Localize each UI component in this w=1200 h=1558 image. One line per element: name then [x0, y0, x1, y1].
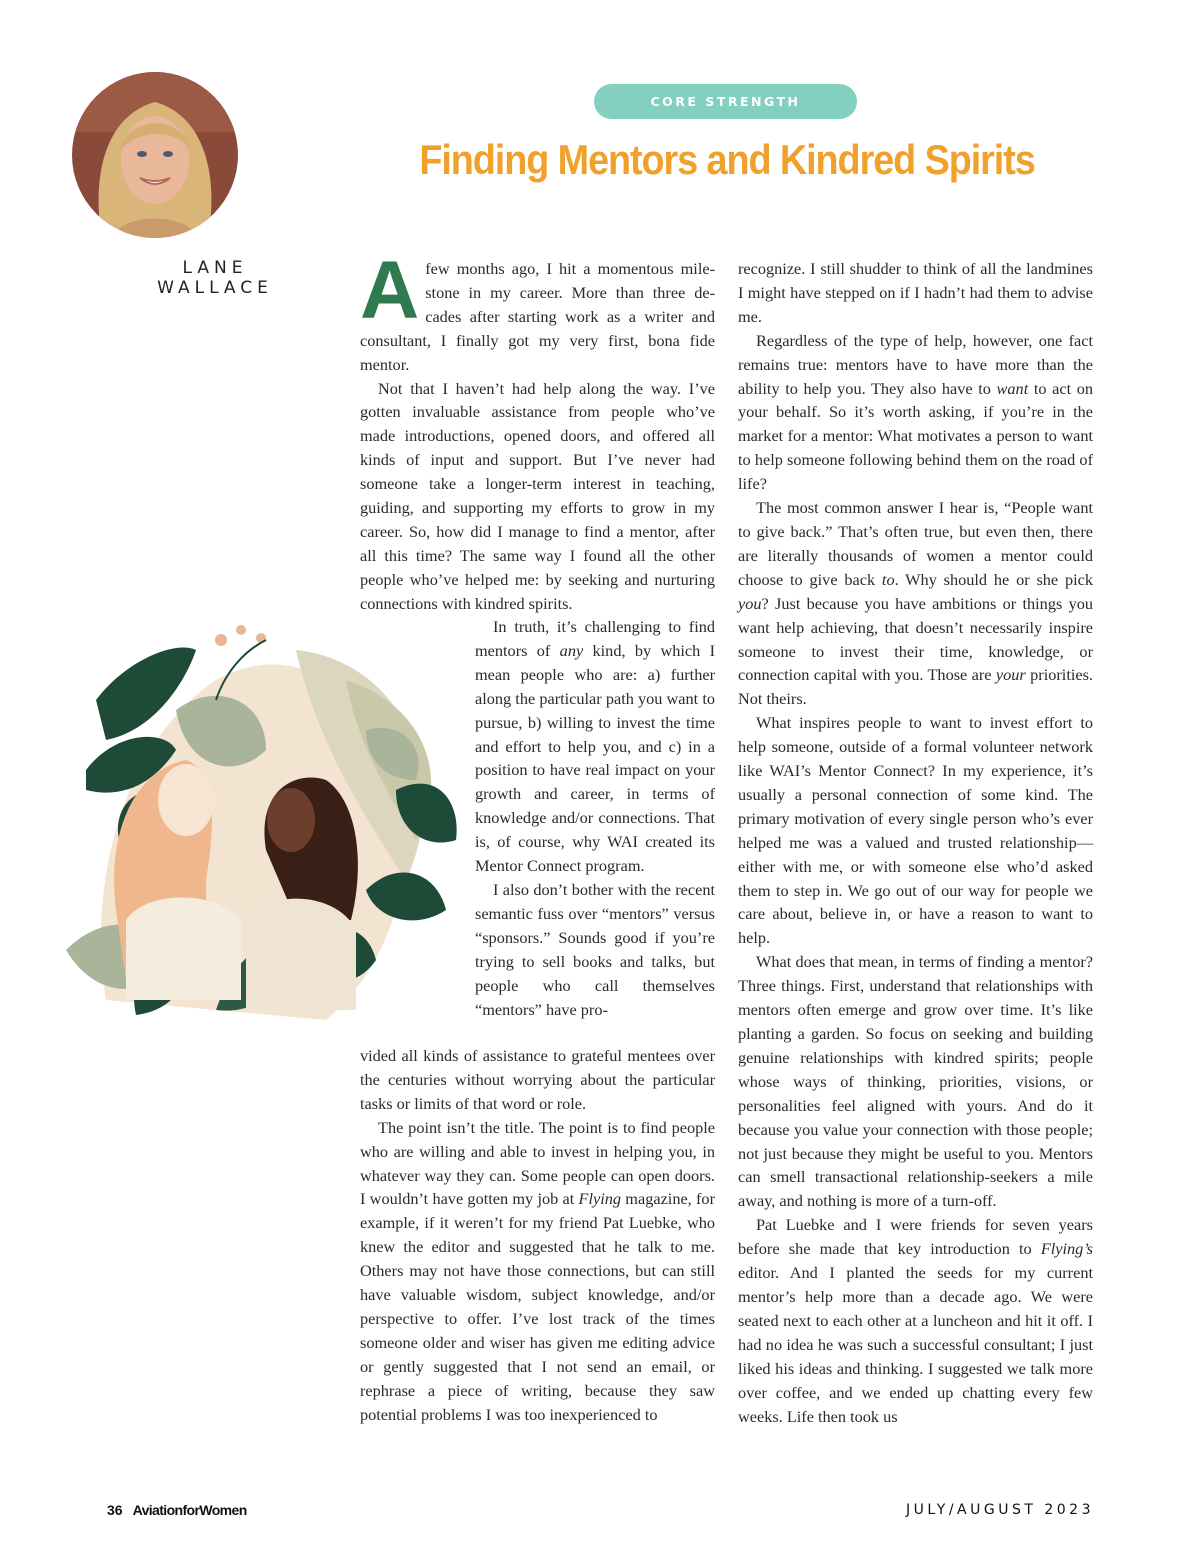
author-name [130, 258, 300, 298]
c2-paragraph-1: recognize. I still shudder to think of all the landmines I might have stepped on if I hadn’t had them to advise me. [738, 259, 1093, 326]
p1-line: few months ago, I hit a momentous mile- [425, 259, 715, 278]
author-photo [72, 72, 238, 238]
author-last-name: WALLACE [157, 278, 273, 298]
paragraph-4-rest: vided all kinds of assistance to grateful mentees over the centuries without worrying about the particular tasks or limits of that word or role. [360, 1046, 715, 1113]
c2-paragraph-5: What does that mean, in terms of finding a mentor? Three things. First, understand that relationships with mentors often emerge and grow over time. It’s like planting a garden. So focus on seeking and building genuine relationships with kindred spirits; people whose ways of thinking, priorities, visions, or personalities feel aligned with yours. And do it because you value your connection with those people; not just because they might be useful to you. Mentors can smell transactional relationship-seekers a mile away, and nothing is more of a turn-off. [738, 952, 1093, 1211]
p1-line: consultant, I finally got my very first, bona fide [360, 330, 715, 350]
article-headline: Finding Mentors and Kindred Spirits [419, 136, 1035, 183]
paragraph-4-wrap: I also don’t bother with the recent semantic fuss over “mentors” versus “sponsors.” Sounds good if you’re trying to sell books and talks, but people who call themselves “mentors” have pro- [475, 879, 715, 1019]
p1-line: mentor. [360, 354, 410, 374]
two-women-among-leaves-illustration-icon [66, 620, 461, 1025]
column-1-bottom [360, 1044, 715, 1427]
c2-paragraph-2: Regardless of the type of help, however, one fact remains true: mentors have to have more than the ability to help you. They also have to want to act on your behalf. So it’s worth asking, if you’re in the market for a mentor: What motivates a person to want to help someone following behind them on the road of life? [738, 330, 1094, 494]
section-kicker: CORE STRENGTH [594, 84, 857, 119]
column-1-wrap [475, 615, 715, 1021]
p1-line: cades after starting work as a writer and [425, 306, 715, 326]
c2-paragraph-6: Pat Luebke and I were friends for seven years before she made that key introduction to Flying’s editor. And I planted the seeds for my current mentor’s help more than a decade ago. We were seated next to each other at a luncheon and hit it off. I had no idea he was such a successful consultant; I just liked his ideas and thinking. I suggested we talk more over coffee, and we ended up chatting every few weeks. Life then took us [738, 1215, 1093, 1426]
p1-line: stone in my career. More than three de- [425, 282, 715, 302]
issue-date: JULY/AUGUST 2023 [905, 1502, 1094, 1518]
author-portrait-icon [72, 72, 238, 238]
drop-cap: A [360, 245, 420, 336]
paragraph-2: Not that I haven’t had help along the way. I’ve gotten invaluable assistance from people who’ve made introductions, opened doors, and offered all kinds of input and support. But I’ve never had someone take a longer-term interest in teaching, guiding, and supporting my efforts to grow in my career. So, how did I manage to find a mentor, after all this time? The same way I found all the other people who’ve helped me: by seeking and nurturing connections with kindred spirits. [360, 378, 715, 613]
c2-paragraph-4: What inspires people to want to invest effort to help someone, outside of a formal volunteer network like WAI’s Mentor Connect? In my experience, it’s usually a personal connection of some kind. The primary motivation of every single person who’s ever helped me was a valued and trusted relationship—either with me, or with someone else who’d asked them to step in. We go out of our way for people we care about, believe in, or have a reason to want to help. [738, 713, 1093, 948]
magazine-name: AviationforWomen [132, 1502, 247, 1518]
footer-left [107, 1502, 247, 1518]
paragraph-1 [360, 245, 715, 377]
column-2 [738, 257, 1093, 1428]
paragraph-5: The point isn’t the title. The point is to find people who are willing and able to invest in helping you, in whatever way they can. Some people can open doors. I wouldn’t have gotten my job at Flying magazine, for example, if it weren’t for my friend Pat Luebke, who knew the editor and suggested that he talk to me. Others may not have those connections, but can still have valuable wisdom, subject knowledge, and/or perspective to offer. I’ve lost track of the times someone older and wiser has given me editing advice or gently suggested that I not send an email, or rephrase a piece of writing, because they saw potential problems I was too inexperienced to [360, 1117, 715, 1424]
page-number: 36 [107, 1502, 123, 1518]
c2-paragraph-3: The most common answer I hear is, “People want to give back.” That’s often true, but even then, there are literally thousands of women a mentor could choose to give back to. Why should he or she pick you? Just because you have ambitions or things you want help achieving, that doesn’t necessarily inspire someone to invest their time, knowledge, or connection capital with you. Those are your priorities. Not theirs. [738, 498, 1094, 709]
author-first-name: LANE [182, 258, 248, 278]
paragraph-3: In truth, it’s challenging to find mentors of any kind, by which I mean people who are: a) further along the particular path you want to pursue, b) willing to invest the time and effort to help you, and c) in a position to have real impact on your growth and career, in terms of knowledge and/or connections. That is, of course, why WAI created its Mentor Connect program. [475, 617, 715, 876]
column-1-top [360, 245, 715, 616]
